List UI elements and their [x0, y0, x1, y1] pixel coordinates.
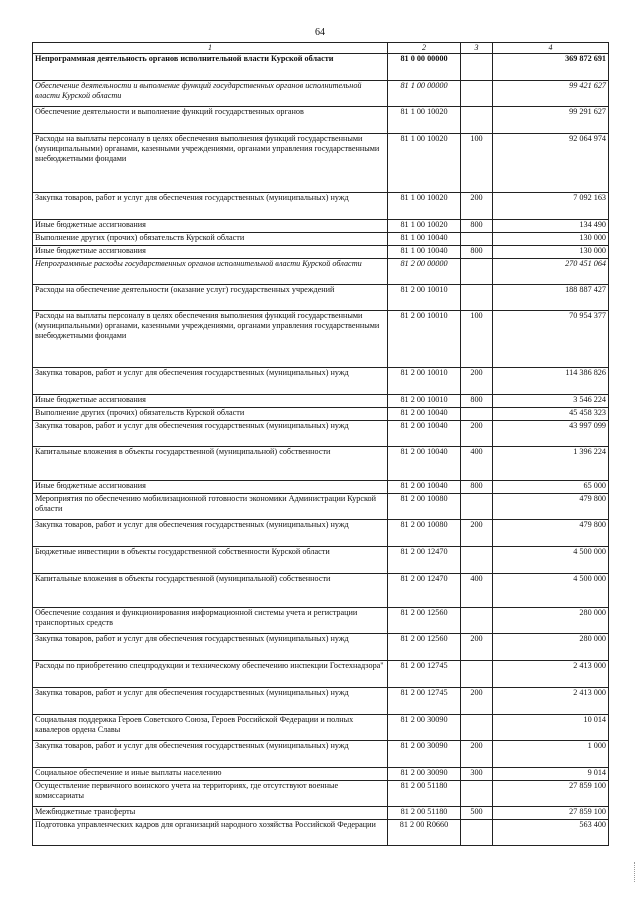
row-expense-type-cell	[461, 53, 493, 80]
table-row	[33, 740, 609, 767]
row-code-cell: 81 2 00 51180	[388, 806, 461, 819]
row-amount-cell: 114 386 826	[493, 367, 609, 394]
table-row	[33, 133, 609, 192]
row-name-cell: Расходы на выплаты персоналу в целях обеспечения выполнения функций государственными (муниципальными) органами, казенными учреждениями, органами управления государственными внебюджетными фондами	[33, 133, 388, 192]
row-amount-cell: 188 887 427	[493, 284, 609, 310]
row-code-cell: 81 2 00 12745	[388, 660, 461, 687]
table-header-row	[33, 43, 609, 54]
budget-table	[32, 42, 609, 846]
row-expense-type-cell	[461, 80, 493, 106]
row-name-cell: Обеспечение деятельности и выполнение функций государственных органов исполнительной власти Курской области	[33, 80, 388, 106]
table-row	[33, 284, 609, 310]
row-expense-type-cell: 500	[461, 806, 493, 819]
table-row	[33, 714, 609, 740]
row-name-cell: Выполнение других (прочих) обязательств Курской области	[33, 407, 388, 420]
row-expense-type-cell: 200	[461, 687, 493, 714]
row-code-cell: 81 2 00 10010	[388, 394, 461, 407]
row-code-cell: 81 2 00 51180	[388, 780, 461, 806]
table-row	[33, 407, 609, 420]
table-row	[33, 480, 609, 493]
row-expense-type-cell: 800	[461, 245, 493, 258]
row-amount-cell: 43 997 099	[493, 420, 609, 446]
row-name-cell: Закупка товаров, работ и услуг для обеспечения государственных (муниципальных) нужд	[33, 420, 388, 446]
row-code-cell: 81 1 00 10040	[388, 245, 461, 258]
table-row	[33, 519, 609, 546]
row-expense-type-cell: 400	[461, 446, 493, 480]
table-row	[33, 687, 609, 714]
row-name-cell: Капитальные вложения в объекты государственной (муниципальной) собственности	[33, 446, 388, 480]
row-name-cell: Иные бюджетные ассигнования	[33, 394, 388, 407]
row-code-cell: 81 2 00 10010	[388, 310, 461, 367]
row-code-cell: 81 2 00 12560	[388, 633, 461, 660]
row-amount-cell: 2 413 000	[493, 687, 609, 714]
column-header-3: 3	[461, 43, 493, 54]
table-row	[33, 420, 609, 446]
row-code-cell: 81 1 00 10020	[388, 106, 461, 133]
row-code-cell: 81 1 00 00000	[388, 80, 461, 106]
row-expense-type-cell: 200	[461, 192, 493, 219]
table-row	[33, 780, 609, 806]
table-row	[33, 660, 609, 687]
row-expense-type-cell: 100	[461, 133, 493, 192]
row-amount-cell: 65 000	[493, 480, 609, 493]
row-code-cell: 81 2 00 10080	[388, 519, 461, 546]
row-amount-cell: 130 000	[493, 245, 609, 258]
row-name-cell: Расходы по приобретению спецпродукции и техническому обеспечению инспекции Гостехнадзора"	[33, 660, 388, 687]
row-code-cell: 81 2 00 10040	[388, 420, 461, 446]
row-expense-type-cell: 200	[461, 519, 493, 546]
row-code-cell: 81 2 00 10040	[388, 446, 461, 480]
row-name-cell: Межбюджетные трансферты	[33, 806, 388, 819]
row-code-cell: 81 2 00 30090	[388, 740, 461, 767]
row-name-cell: Закупка товаров, работ и услуг для обеспечения государственных (муниципальных) нужд	[33, 519, 388, 546]
table-row	[33, 53, 609, 80]
row-amount-cell: 99 421 627	[493, 80, 609, 106]
row-code-cell: 81 2 00 10040	[388, 407, 461, 420]
row-expense-type-cell: 300	[461, 767, 493, 780]
row-code-cell: 81 0 00 00000	[388, 53, 461, 80]
table-row	[33, 633, 609, 660]
row-code-cell: 81 2 00 12560	[388, 607, 461, 633]
table-row	[33, 106, 609, 133]
margin-mark	[634, 862, 637, 882]
table-row	[33, 607, 609, 633]
row-expense-type-cell	[461, 106, 493, 133]
row-amount-cell: 92 064 974	[493, 133, 609, 192]
row-amount-cell: 9 014	[493, 767, 609, 780]
table-row	[33, 767, 609, 780]
row-code-cell: 81 2 00 30090	[388, 767, 461, 780]
row-name-cell: Осуществление первичного воинского учета на территориях, где отсутствуют военные комиссариаты	[33, 780, 388, 806]
row-name-cell: Социальная поддержка Героев Советского Союза, Героев Российской Федерации и полных кавалеров ордена Славы	[33, 714, 388, 740]
row-amount-cell: 134 490	[493, 219, 609, 232]
table-row	[33, 446, 609, 480]
table-row	[33, 80, 609, 106]
row-amount-cell: 27 859 100	[493, 806, 609, 819]
row-expense-type-cell: 800	[461, 394, 493, 407]
row-expense-type-cell	[461, 284, 493, 310]
row-amount-cell: 10 014	[493, 714, 609, 740]
row-code-cell: 81 2 00 12470	[388, 573, 461, 607]
row-name-cell: Расходы на обеспечение деятельности (оказание услуг) государственных учреждений	[33, 284, 388, 310]
table-row	[33, 806, 609, 819]
row-amount-cell: 130 000	[493, 232, 609, 245]
row-expense-type-cell	[461, 607, 493, 633]
row-amount-cell: 563 400	[493, 819, 609, 845]
row-amount-cell: 1 000	[493, 740, 609, 767]
row-expense-type-cell: 200	[461, 420, 493, 446]
row-name-cell: Непрограммные расходы государственных органов исполнительной власти Курской области	[33, 258, 388, 284]
row-expense-type-cell: 200	[461, 740, 493, 767]
row-expense-type-cell	[461, 714, 493, 740]
row-amount-cell: 280 000	[493, 607, 609, 633]
table-row	[33, 258, 609, 284]
row-code-cell: 81 2 00 10040	[388, 480, 461, 493]
row-code-cell: 81 2 00 10010	[388, 367, 461, 394]
row-amount-cell: 1 396 224	[493, 446, 609, 480]
row-name-cell: Капитальные вложения в объекты государственной (муниципальной) собственности	[33, 573, 388, 607]
row-code-cell: 81 1 00 10040	[388, 232, 461, 245]
table-row	[33, 367, 609, 394]
row-amount-cell: 280 000	[493, 633, 609, 660]
row-expense-type-cell: 100	[461, 310, 493, 367]
row-code-cell: 81 2 00 00000	[388, 258, 461, 284]
column-header-1: 1	[33, 43, 388, 54]
row-expense-type-cell	[461, 660, 493, 687]
row-amount-cell: 7 092 163	[493, 192, 609, 219]
row-code-cell: 81 2 00 R0660	[388, 819, 461, 845]
row-name-cell: Социальное обеспечение и иные выплаты населению	[33, 767, 388, 780]
row-name-cell: Обеспечение деятельности и выполнение функций государственных органов	[33, 106, 388, 133]
row-expense-type-cell	[461, 819, 493, 845]
row-name-cell: Закупка товаров, работ и услуг для обеспечения государственных (муниципальных) нужд	[33, 367, 388, 394]
row-name-cell: Выполнение других (прочих) обязательств Курской области	[33, 232, 388, 245]
table-row	[33, 192, 609, 219]
row-amount-cell: 369 872 691	[493, 53, 609, 80]
row-expense-type-cell	[461, 232, 493, 245]
row-amount-cell: 270 451 064	[493, 258, 609, 284]
row-code-cell: 81 1 00 10020	[388, 219, 461, 232]
row-name-cell: Закупка товаров, работ и услуг для обеспечения государственных (муниципальных) нужд	[33, 192, 388, 219]
table-row	[33, 394, 609, 407]
table-row	[33, 573, 609, 607]
page-number: 64	[315, 27, 325, 38]
row-name-cell: Иные бюджетные ассигнования	[33, 245, 388, 258]
row-amount-cell: 3 546 224	[493, 394, 609, 407]
table-row	[33, 232, 609, 245]
row-name-cell: Иные бюджетные ассигнования	[33, 219, 388, 232]
table-row	[33, 546, 609, 573]
row-expense-type-cell: 800	[461, 219, 493, 232]
row-name-cell: Расходы на выплаты персоналу в целях обеспечения выполнения функций государственными (муниципальными) органами, казенными учреждениями, органами управления государственными внебюджетными фондами	[33, 310, 388, 367]
row-amount-cell: 479 800	[493, 493, 609, 519]
row-name-cell: Закупка товаров, работ и услуг для обеспечения государственных (муниципальных) нужд	[33, 633, 388, 660]
row-amount-cell: 4 500 000	[493, 573, 609, 607]
table-row	[33, 493, 609, 519]
row-amount-cell: 479 800	[493, 519, 609, 546]
row-expense-type-cell	[461, 407, 493, 420]
row-amount-cell: 4 500 000	[493, 546, 609, 573]
row-amount-cell: 45 458 323	[493, 407, 609, 420]
table-row	[33, 245, 609, 258]
column-header-2: 2	[388, 43, 461, 54]
row-code-cell: 81 2 00 12745	[388, 687, 461, 714]
row-code-cell: 81 1 00 10020	[388, 133, 461, 192]
row-name-cell: Закупка товаров, работ и услуг для обеспечения государственных (муниципальных) нужд	[33, 740, 388, 767]
row-expense-type-cell: 400	[461, 573, 493, 607]
row-amount-cell: 99 291 627	[493, 106, 609, 133]
row-name-cell: Подготовка управленческих кадров для организаций народного хозяйства Российской Федерации	[33, 819, 388, 845]
row-code-cell: 81 2 00 10080	[388, 493, 461, 519]
row-expense-type-cell	[461, 780, 493, 806]
row-name-cell: Бюджетные инвестиции в объекты государственной собственности Курской области	[33, 546, 388, 573]
row-name-cell: Непрограммная деятельность органов исполнительной власти Курской области	[33, 53, 388, 80]
row-code-cell: 81 2 00 10010	[388, 284, 461, 310]
row-amount-cell: 27 859 100	[493, 780, 609, 806]
row-name-cell: Закупка товаров, работ и услуг для обеспечения государственных (муниципальных) нужд	[33, 687, 388, 714]
row-expense-type-cell: 200	[461, 633, 493, 660]
row-expense-type-cell	[461, 546, 493, 573]
column-header-4: 4	[493, 43, 609, 54]
row-name-cell: Иные бюджетные ассигнования	[33, 480, 388, 493]
row-expense-type-cell	[461, 258, 493, 284]
row-amount-cell: 2 413 000	[493, 660, 609, 687]
row-code-cell: 81 1 00 10020	[388, 192, 461, 219]
row-expense-type-cell: 200	[461, 367, 493, 394]
row-amount-cell: 70 954 377	[493, 310, 609, 367]
table-row	[33, 219, 609, 232]
row-name-cell: Мероприятия по обеспечению мобилизационной готовности экономики Администрации Курской области	[33, 493, 388, 519]
row-expense-type-cell: 800	[461, 480, 493, 493]
row-code-cell: 81 2 00 12470	[388, 546, 461, 573]
row-name-cell: Обеспечение создания и функционирования информационной системы учета и регистрации транспортных средств	[33, 607, 388, 633]
row-expense-type-cell	[461, 493, 493, 519]
row-code-cell: 81 2 00 30090	[388, 714, 461, 740]
table-row	[33, 819, 609, 845]
table-row	[33, 310, 609, 367]
